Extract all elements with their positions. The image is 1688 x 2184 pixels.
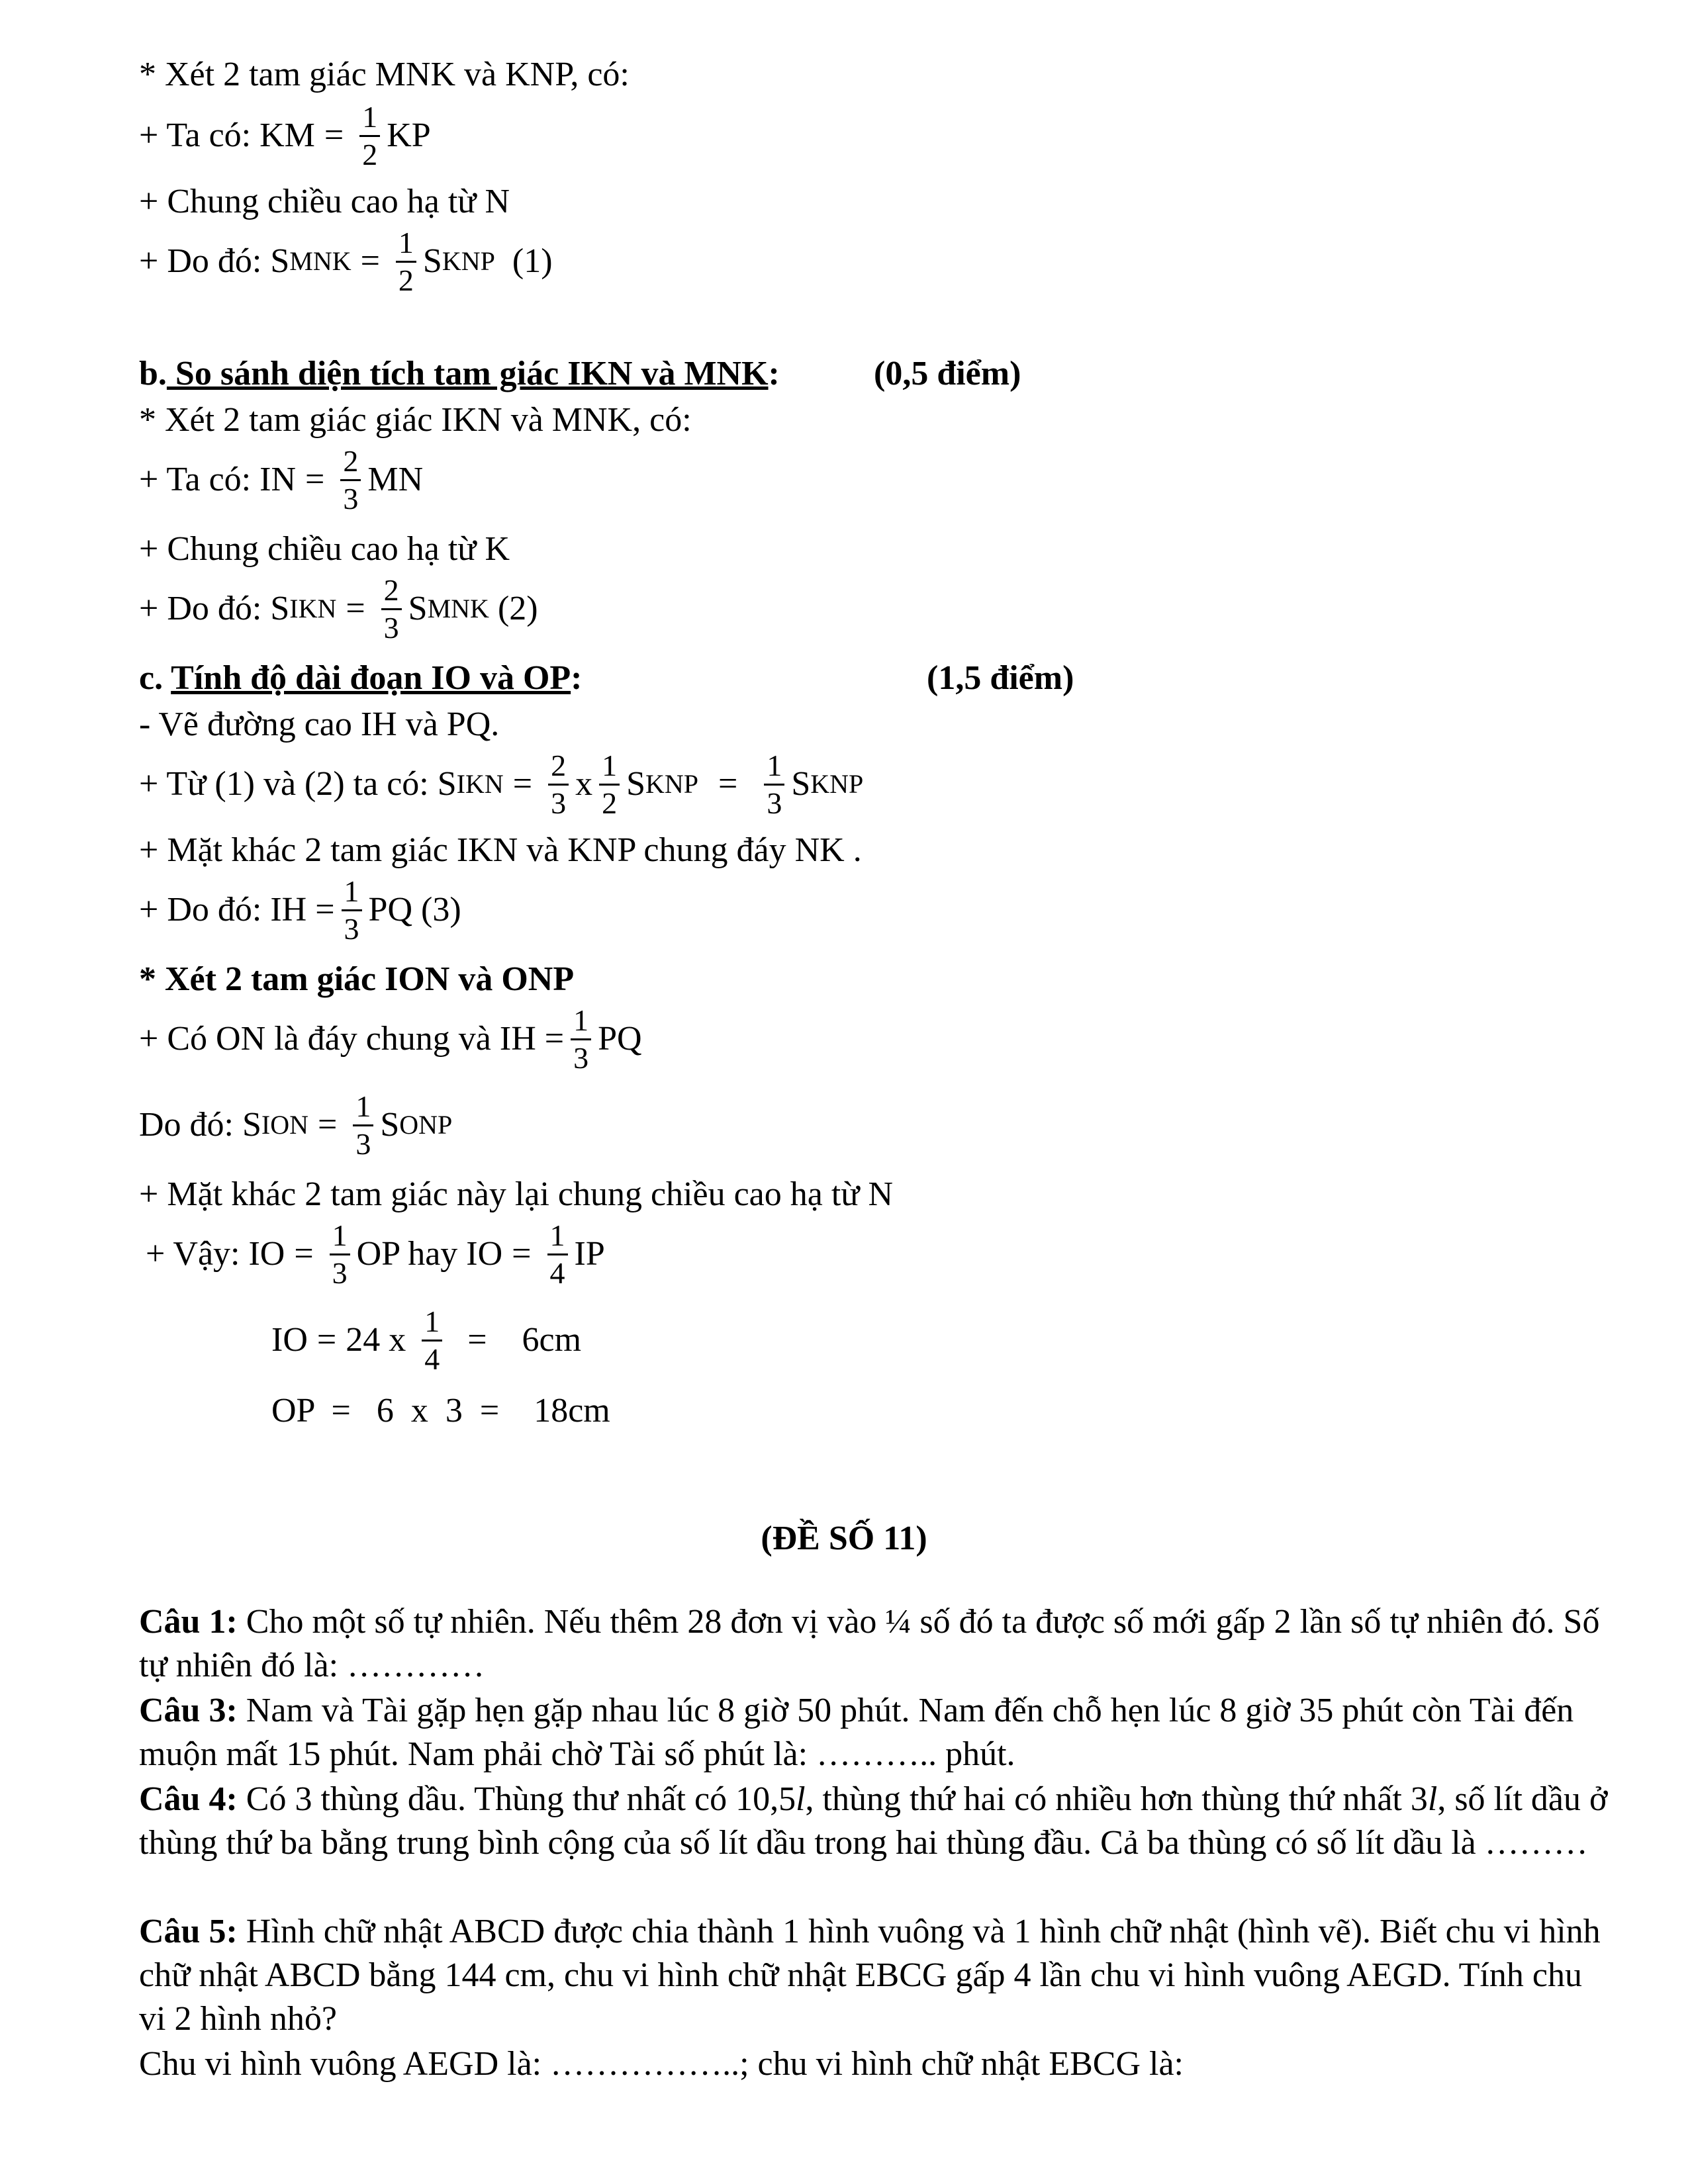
formula-line: OP = 6 x 3 = 18cm <box>271 1392 610 1430</box>
formula-line: + Vậy: IO = $\frac{1}{3}$ OP hay IO = $\frac{1}{4}$ IP <box>146 1218 605 1290</box>
formula-line: + Do đó: IH = $\frac{1}{3}$ PQ (3) <box>139 874 461 946</box>
question-5: Câu 5: Hình chữ nhật ABCD được chia thành 1 hình vuông và 1 hình chữ nhật (hình vẽ). Biết chu vi hình chữ nhật ABCD bằng 144 cm, chu vi hình chữ nhật EBCG gấp 4 lần chu vi hình vuông AEGD. Tính chu vi 2 hình nhỏ? <box>139 1913 1601 2038</box>
question-4: Câu 4: Có 3 thùng dầu. Thùng thư nhất có 10,5l, thùng thứ hai có nhiều hơn thùng thứ nhất 3l, số lít dầu ở thùng thứ ba bằng trung bình cộng của số lít dầu trong hai thùng đầu. Cả ba thùng có số lít dầu là ……… <box>139 1780 1608 1862</box>
fraction: $\frac{1}{3}$ <box>353 1091 373 1160</box>
fraction: $\frac{2}{3}$ <box>381 575 402 643</box>
section-heading: b. So sánh diện tích tam giác IKN và MNK: (0,5 điểm) <box>139 355 1021 392</box>
fraction: $\frac{2}{3}$ <box>548 751 569 819</box>
formula-line: + Ta có: KM = $\frac{1}{2}$ KP <box>139 99 431 171</box>
formula-line: + Từ (1) và (2) ta có: S IKN = $\frac{2}{3}$ x $\frac{1}{2}$ S KNP = $\frac{1}{3}$ S KNP <box>139 748 864 820</box>
text-line: + Mặt khác 2 tam giác IKN và KNP chung đáy NK . <box>139 831 862 869</box>
formula-line: IO = 24 x $\frac{1}{4}$ = 6cm <box>271 1304 582 1376</box>
formula-line: + Do đó: S IKN = $\frac{2}{3}$ S MNK (2) <box>139 572 538 645</box>
section-heading: c. Tính độ dài đoạn IO và OP: (1,5 điểm) <box>139 659 1074 697</box>
fraction: $\frac{1}{2}$ <box>396 228 416 296</box>
fraction: $\frac{2}{3}$ <box>340 446 361 514</box>
question-1: Câu 1: Cho một số tự nhiên. Nếu thêm 28 đơn vị vào ¼ số đó ta được số mới gấp 2 lần số tự nhiên đó. Số tự nhiên đó là: ………… <box>139 1603 1600 1684</box>
text-line: * Xét 2 tam giác ION và ONP <box>139 960 575 998</box>
fraction: $\frac{1}{4}$ <box>422 1306 442 1375</box>
fraction: $\frac{1}{2}$ <box>599 751 620 819</box>
fraction: $\frac{1}{4}$ <box>547 1220 568 1289</box>
fraction: $\frac{1}{2}$ <box>359 102 380 170</box>
question-5-answer: Chu vi hình vuông AEGD là: ……………..; chu vi hình chữ nhật EBCG là: <box>139 2045 1184 2083</box>
fraction: $\frac{1}{3}$ <box>330 1220 350 1289</box>
text-line: - Vẽ đường cao IH và PQ. <box>139 705 500 743</box>
text-line: + Mặt khác 2 tam giác này lại chung chiều cao hạ từ N <box>139 1175 893 1213</box>
text-line: + Chung chiều cao hạ từ N <box>139 183 510 220</box>
text-line: * Xét 2 tam giác MNK và KNP, có: <box>139 56 630 93</box>
text-line: * Xét 2 tam giác giác IKN và MNK, có: <box>139 401 692 439</box>
formula-line: + Có ON là đáy chung và IH = $\frac{1}{3}$ PQ <box>139 1003 642 1075</box>
text-line: + Chung chiều cao hạ từ K <box>139 530 510 568</box>
fraction: $\frac{1}{3}$ <box>342 876 362 944</box>
question-3: Câu 3: Nam và Tài gặp hẹn gặp nhau lúc 8 giờ 50 phút. Nam đến chỗ hẹn lúc 8 giờ 35 phút còn Tài đến muộn mất 15 phút. Nam phải chờ Tài số phút là: ……….. phút. <box>139 1692 1574 1773</box>
section-title: (ĐỀ SỐ 11) <box>761 1520 927 1557</box>
fraction: $\frac{1}{3}$ <box>764 751 784 819</box>
formula-line: Do đó: S ION = $\frac{1}{3}$ S ONP <box>139 1089 453 1161</box>
formula-line: + Ta có: IN = $\frac{2}{3}$ MN <box>139 443 424 516</box>
fraction: $\frac{1}{3}$ <box>571 1005 591 1073</box>
formula-line: + Do đó: S MNK = $\frac{1}{2}$ S KNP (1) <box>139 225 553 297</box>
